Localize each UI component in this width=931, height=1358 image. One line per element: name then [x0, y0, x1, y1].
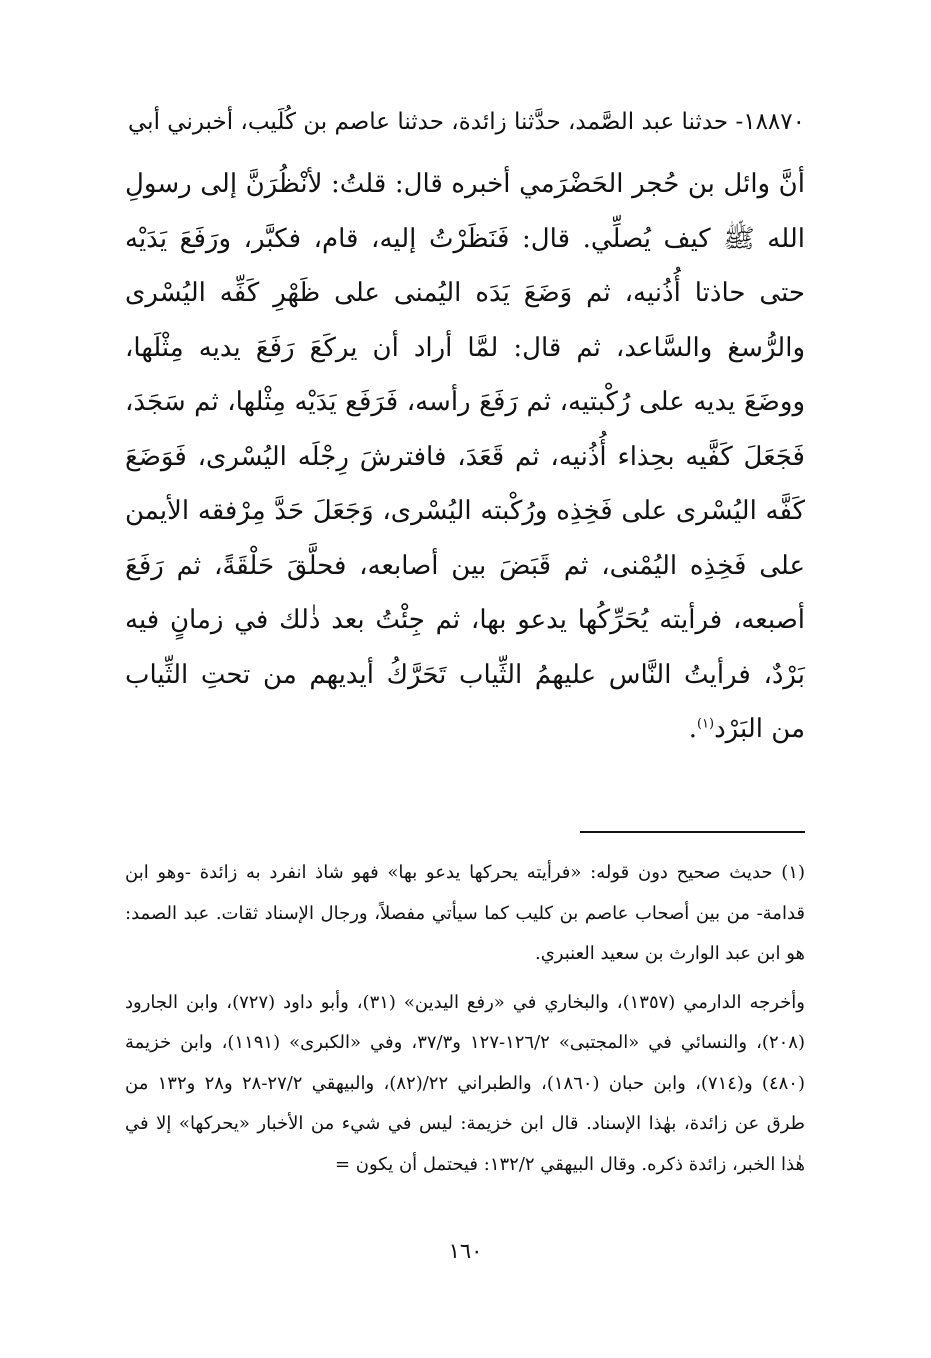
hadith-text: [125, 157, 805, 757]
page-number: ١٦٠: [448, 1239, 483, 1263]
footnote-reference: (١): [696, 716, 715, 732]
hadith-chain-of-narration: ١٨٨٧٠- حدثنا عبد الصَّمد، حدَّثنا زائدة، حدثنا عاصم بن كُلَيب، أخبرني أبي: [128, 109, 805, 135]
footnote-separator-line: [580, 831, 805, 833]
hadith-body-text: أنَّ وائل بن حُجر الحَضْرَمي أخبره قال: قلتُ: لأنْظُرَنَّ إلى رسولِ الله ﷺ كيف يُصلِّي. قال: فَنَظَرْتُ إليه، قام، فكبَّر، ورَفَعَ يَدَيْه حتى حاذتا أُذُنيه، ثم وَضَعَ يَدَه اليُمنى على ظَهْرِ كَفِّه اليُسْرى والرُّسغ والسَّاعد، ثم قال: لمَّا أراد أن يركَعَ رَفَعَ يديه مِثْلَها، ووضَعَ يديه على رُكْبتيه، ثم رَفَعَ رأسه، فَرَفَع يَدَيْه مِثْلها، ثم سَجَدَ، فَجَعَلَ كَفَّيه بحِذاء أُذُنيه، ثم قَعَدَ، فافترشَ رِجْلَه اليُسْرى، فَوَضَعَ كَفَّه اليُسْرى على فَخِذِه ورُكْبته اليُسْرى، وَجَعَلَ حَدَّ مِرْفقه الأيمن على فَخِذِه اليُمْنى، ثم قَبَضَ بين أصابعه، فحلَّقَ حَلْقَةً، ثم رَفَعَ أصبعه، فرأيته يُحَرِّكُها يدعو بها، ثم جِئْتُ بعد ذٰلك في زمانٍ فيه بَرْدٌ، فرأيتُ النَّاس عليهمُ الثِّياب تَحَرَّكُ أيديهم من تحتِ الثِّياب من البَرْد: [125, 169, 805, 744]
footnotes-section: [125, 853, 805, 1185]
hadith-end-punctuation: .: [688, 714, 697, 744]
footnote-paragraph: وأخرجه الدارمي (١٣٥٧)، والبخاري في «رفع اليدين» (٣١)، وأبو داود (٧٢٧)، وابن الجارود (٢٠٨)، والنسائي في «المجتبى» ١٢٦/٢-١٢٧ و٣٧/٣، وفي «الكبرى» (١١٩١)، وابن خزيمة (٤٨٠) و(٧١٤)، وابن حبان (١٨٦٠)، والطبراني ٢٢/(٨٢)، والبيهقي ٢٧/٢-٢٨ و٢٨ و١٣٢ من طرق عن زائدة، بهٰذا الإسناد. قال ابن خزيمة: ليس في شيء من الأخبار «يحركها» إلا في هٰذا الخبر، زائدة ذكره. وقال البيهقي ١٣٢/٢: فيحتمل أن يكون =: [125, 991, 806, 1175]
footnote-paragraph: (١) حديث صحيح دون قوله: «فرأيته يحركها يدعو بها» فهو شاذ انفرد به زائدة -وهو ابن قدامة- من بين أصحاب عاصم بن كليب كما سيأتي مفصلاً، ورجال الإسناد ثقات. عبد الصمد: هو ابن عبد الوارث بن سعيد العنبري.: [125, 862, 805, 964]
main-text: [125, 100, 805, 757]
